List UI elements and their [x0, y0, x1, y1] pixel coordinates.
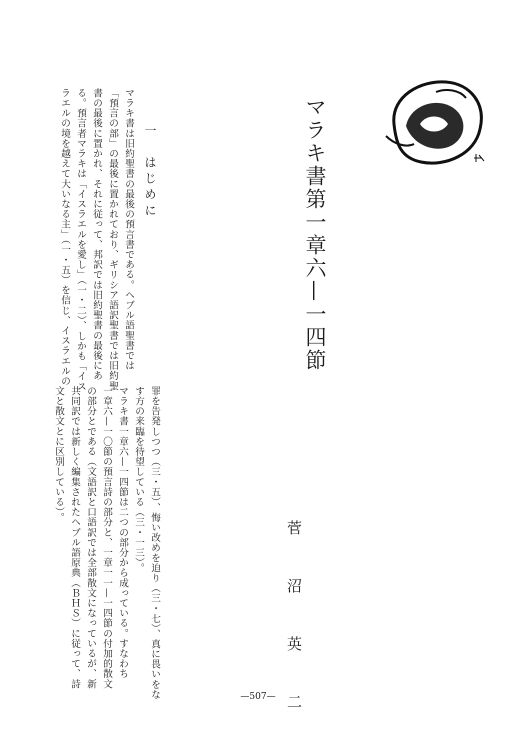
body-line: 罪を告発しつつ（三・五）、悔い改めを迫り（三・七）、真に畏いをな [149, 386, 160, 700]
body-line: マラキ書は旧約聖書の最後の預言書である。ヘブル語聖書では [123, 88, 134, 371]
body-line: の部分とである（文語訳と口語訳では全部散文になっているが、新 [85, 386, 96, 689]
body-line: 一章六—一〇節の預言詩の部分と、一章一一—一四節の付加的散文 [101, 386, 112, 689]
body-line: ラエルの境を越えて大いなる主」（一・五）を信じ、イスラエルの [59, 88, 70, 387]
body-line: る。預言者マラキは「イスラエルを愛し」（一・二）、しかも「イス [75, 88, 86, 392]
body-line: 「預言の部」の最後に置かれており、ギリシア語訳聖書では旧約聖 [107, 88, 118, 391]
article-author: 菅 沼 英 二 [285, 520, 303, 723]
body-column-bottom [50, 386, 162, 700]
body-line: 共同訳では新しく編集されたヘブル語原典（ＢＨＳ）に従って、詩 [69, 386, 80, 689]
section-heading: 一 はじめに [143, 124, 157, 220]
illustration-emblem [376, 74, 496, 172]
page-number: —507— [240, 692, 276, 702]
article-title: マラキ書第一章六—一四節 [303, 96, 327, 372]
body-column-top [56, 88, 136, 392]
body-line: 書の最後に置かれ、それに従って、邦訳では旧約聖書の最後にあ [91, 88, 102, 381]
body-line: マラキ書一章六—一四節は二つの部分から成っている。すなわち [117, 386, 128, 679]
body-line: す方の来臨を待望している（三・一三）。 [133, 386, 144, 574]
body-line: 文と散文とに区別している）。 [53, 386, 64, 523]
